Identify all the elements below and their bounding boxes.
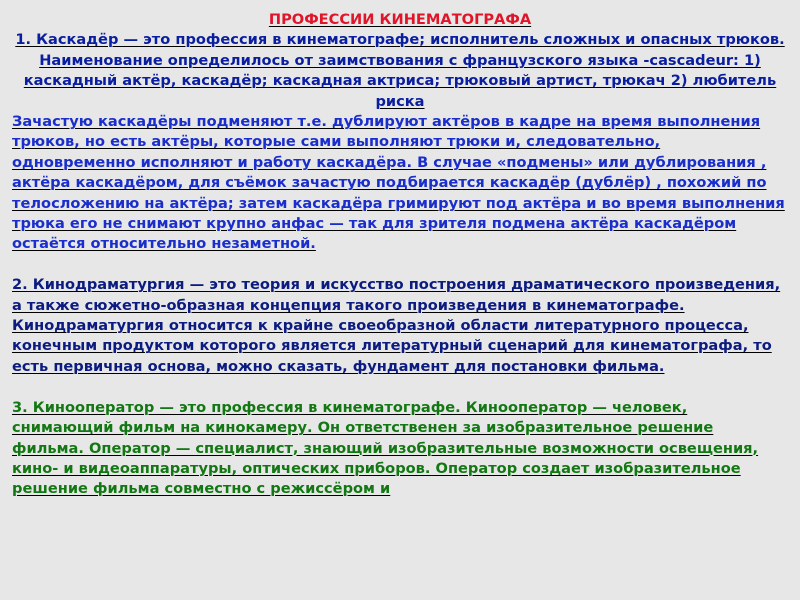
section-1-heading: 1. Каскадёр — это профессия в кинематографе; исполнитель сложных и опасных трюков. Наименование определилось от заимствования с французского языка -cascadeur: 1) каскадный актёр, каскадёр; каскадная актриса; трюковый артист, трюкач 2) любитель риска bbox=[15, 31, 785, 110]
paragraph-spacer bbox=[12, 255, 788, 275]
section-3-text: 3. Кинооператор — это профессия в кинематографе. Кинооператор — человек, снимающий фильм на кинокамеру. Он ответственен за изобразительное решение фильма. Оператор — специалист, знающий изобразительные возможности освещения, кино- и видеоаппаратуры, оптических приборов. Оператор создает изобразительное решение фильма совместно с режиссёром и bbox=[12, 398, 759, 498]
slide-content bbox=[12, 10, 788, 500]
slide-title: ПРОФЕССИИ КИНЕМАТОГРАФА bbox=[268, 11, 532, 28]
paragraph-spacer bbox=[12, 377, 788, 397]
section-2-body: Кинодраматургия относится к крайне своеобразной области литературного процесса, конечным продуктом которого является литературный сценарий для кинематографа, то есть первичная основа, можно сказать, фундамент для постановки фильма. bbox=[12, 317, 772, 375]
section-2-heading: 2. Кинодраматургия — это теория и искусство построения драматического произведения, а также сюжетно-образная концепция такого произведения в кинематографе. bbox=[12, 276, 781, 314]
section-1-body: Зачастую каскадёры подменяют т.е. дублируют актёров в кадре на время выполнения трюков, но есть актёры, которые сами выполняют трюки и, следовательно, одновременно исполняют и работу каскадёра. В случае «подмены» или дублирования , актёра каскадёром, для съёмок зачастую подбирается каскадёр (дублёр) , похожий по телосложению на актёра; затем каскадёра гримируют под актёра и во время выполнения трюка его не снимают крупно анфас — так для зрителя подмена актёра каскадёром остаётся относительно незаметной. bbox=[12, 113, 785, 253]
